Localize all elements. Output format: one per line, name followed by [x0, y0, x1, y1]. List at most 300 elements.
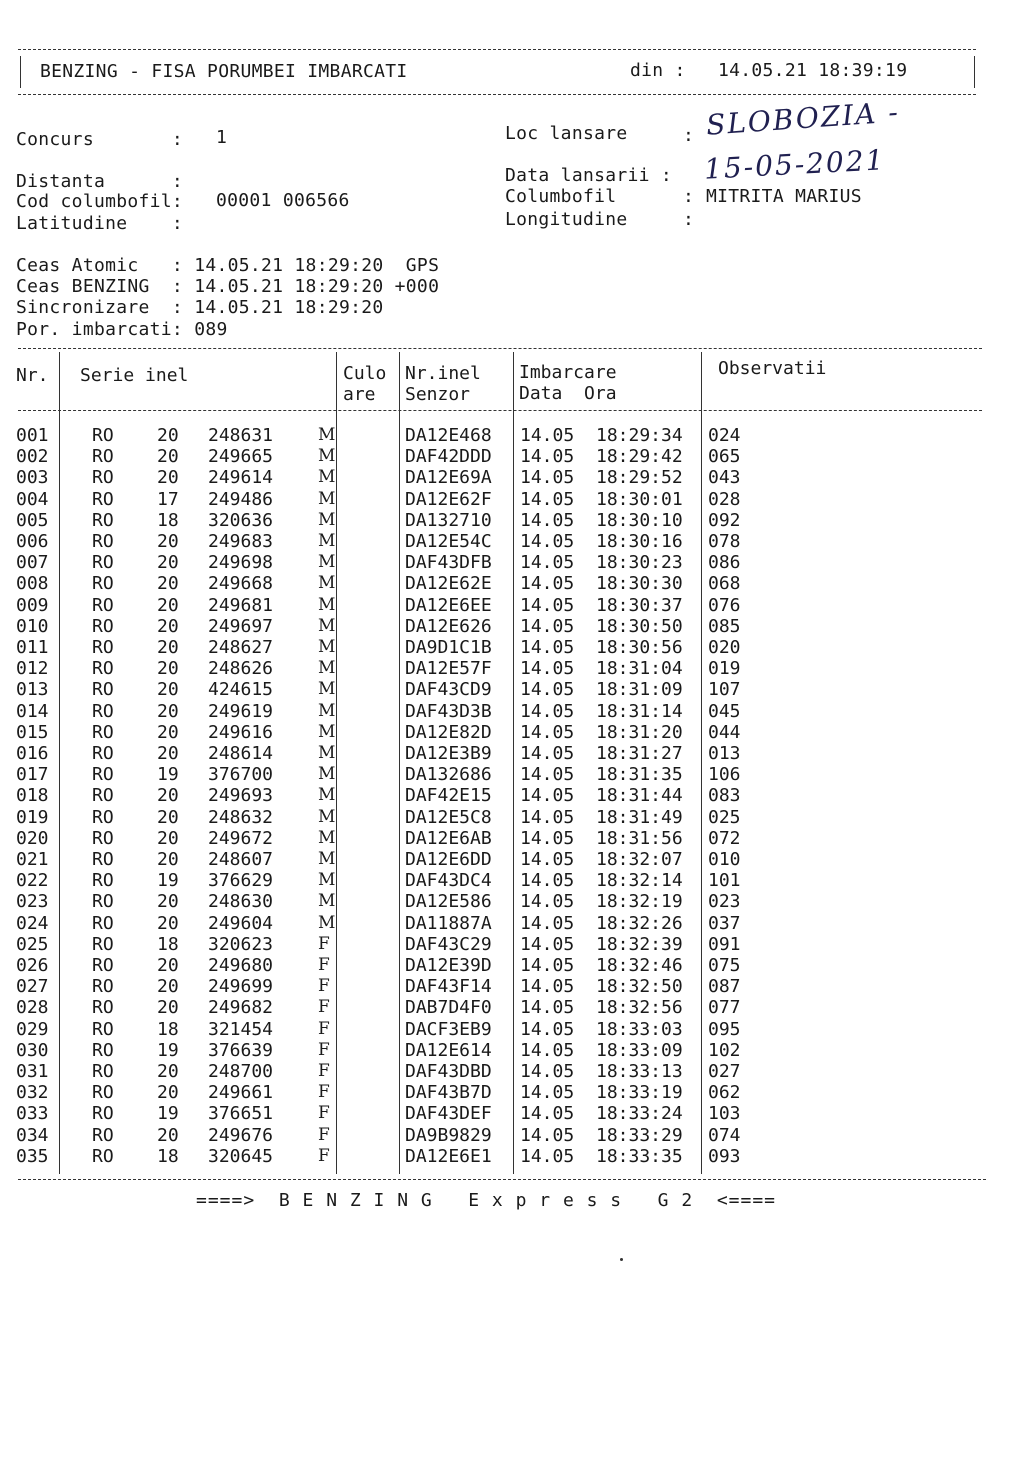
- observation-code: 078: [708, 531, 741, 552]
- observation-code: 027: [708, 1061, 741, 1082]
- row-number: 018: [16, 785, 49, 807]
- din-timestamp: 14.05.21 18:39:19: [718, 60, 908, 81]
- ring-country: RO: [92, 721, 114, 743]
- ring-year: 20: [157, 531, 179, 552]
- row-number: 016: [16, 743, 49, 764]
- row-number: 010: [16, 615, 49, 637]
- header-culoare-1: Culo: [343, 363, 387, 384]
- boarding-date: 14.05: [520, 446, 575, 468]
- boarding-date: 14.05: [520, 721, 575, 743]
- ring-country: RO: [92, 912, 114, 934]
- boarding-date: 14.05: [520, 467, 575, 489]
- ring-country: RO: [92, 488, 114, 510]
- columbofil-colon: :: [683, 186, 695, 207]
- observation-code: 093: [708, 1145, 741, 1167]
- observation-code: 019: [708, 658, 741, 680]
- sex-code: F: [318, 1145, 330, 1166]
- boarding-time: 18:32:26: [596, 912, 683, 934]
- sensor-ring-id: DA12E82D: [405, 721, 492, 743]
- distanta-label: Distanta :: [16, 171, 184, 192]
- sensor-ring-id: DA12E626: [405, 615, 492, 637]
- table-row: [0, 573, 1024, 594]
- sensor-ring-id: DA9B9829: [405, 1124, 492, 1146]
- observation-code: 062: [708, 1082, 741, 1104]
- ring-country: RO: [92, 976, 114, 998]
- table-row: [0, 446, 1024, 467]
- table-row: [0, 679, 1024, 700]
- table-row: [0, 1146, 1024, 1167]
- sex-code: F: [318, 1039, 330, 1060]
- table-row: [0, 1061, 1024, 1082]
- boarding-time: 18:29:34: [596, 425, 683, 446]
- ring-country: RO: [92, 997, 114, 1019]
- boarding-time: 18:30:01: [596, 488, 683, 510]
- ring-number: 249683: [208, 531, 274, 552]
- ring-year: 20: [157, 912, 179, 934]
- ring-country: RO: [92, 1082, 114, 1104]
- sex-code: F: [318, 1061, 330, 1081]
- row-number: 007: [16, 552, 49, 574]
- ring-year: 20: [157, 849, 179, 870]
- ring-country: RO: [92, 1039, 114, 1061]
- ring-number: 248607: [208, 849, 274, 870]
- boarding-date: 14.05: [520, 806, 575, 828]
- boarding-time: 18:32:46: [596, 955, 683, 976]
- ring-year: 18: [157, 1145, 179, 1167]
- table-row: [0, 467, 1024, 488]
- sensor-ring-id: DAB7D4F0: [405, 997, 492, 1019]
- boarding-date: 14.05: [520, 637, 575, 658]
- table-row: [0, 828, 1024, 849]
- ring-country: RO: [92, 594, 114, 616]
- ring-country: RO: [92, 870, 114, 892]
- sensor-ring-id: DA9D1C1B: [405, 637, 492, 658]
- observation-code: 077: [708, 997, 741, 1019]
- sensor-ring-id: DA12E6AB: [405, 827, 492, 849]
- boarding-date: 14.05: [520, 743, 575, 764]
- ring-country: RO: [92, 531, 114, 552]
- row-number: 019: [16, 806, 49, 828]
- boarding-time: 18:31:56: [596, 827, 683, 849]
- boarding-date: 14.05: [520, 912, 575, 934]
- ring-number: 249486: [208, 488, 274, 510]
- ring-country: RO: [92, 955, 114, 976]
- sex-code: M: [318, 764, 336, 785]
- ring-year: 20: [157, 976, 179, 998]
- sensor-ring-id: DAF43F14: [405, 976, 492, 998]
- boarding-date: 14.05: [520, 658, 575, 680]
- table-top-border: [18, 348, 982, 349]
- sex-code: M: [318, 615, 336, 636]
- data-lansarii-handwritten: 15-05-2021: [703, 143, 887, 186]
- boarding-time: 18:30:23: [596, 552, 683, 574]
- boarding-time: 18:30:16: [596, 531, 683, 552]
- observation-code: 106: [708, 764, 741, 786]
- ring-number: 249661: [208, 1082, 274, 1104]
- boarding-time: 18:31:14: [596, 700, 683, 722]
- boarding-time: 18:33:03: [596, 1018, 683, 1040]
- sex-code: M: [318, 446, 336, 467]
- table-row: [0, 722, 1024, 743]
- ring-number: 320623: [208, 933, 274, 955]
- ring-year: 18: [157, 509, 179, 531]
- ring-year: 20: [157, 827, 179, 849]
- table-row: [0, 743, 1024, 764]
- sensor-ring-id: DA12E54C: [405, 531, 492, 552]
- sensor-ring-id: DAF43DC4: [405, 870, 492, 892]
- ring-number: 249614: [208, 467, 274, 489]
- ring-number: 248627: [208, 637, 274, 658]
- sex-code: F: [318, 1124, 330, 1145]
- stray-dot: [620, 1258, 623, 1261]
- boarding-date: 14.05: [520, 1082, 575, 1104]
- table-row: [0, 1125, 1024, 1146]
- ring-number: 248630: [208, 891, 274, 913]
- ring-number: 424615: [208, 679, 274, 701]
- ring-year: 20: [157, 679, 179, 701]
- ring-country: RO: [92, 509, 114, 531]
- ring-number: 320636: [208, 509, 274, 531]
- sincronizare-line: Sincronizare : 14.05.21 18:29:20: [16, 297, 384, 318]
- row-number: 011: [16, 637, 49, 658]
- row-number: 031: [16, 1061, 49, 1082]
- table-row: [0, 425, 1024, 446]
- sensor-ring-id: DA12E6DD: [405, 849, 492, 870]
- row-number: 028: [16, 997, 49, 1019]
- sex-code: M: [318, 827, 336, 848]
- sex-code: F: [318, 976, 330, 997]
- ring-number: 376639: [208, 1039, 274, 1061]
- sensor-ring-id: DA12E5C8: [405, 806, 492, 828]
- ring-year: 20: [157, 594, 179, 616]
- table-row: [0, 510, 1024, 531]
- boarding-time: 18:32:19: [596, 891, 683, 913]
- table-row: [0, 701, 1024, 722]
- sex-code: M: [318, 637, 336, 657]
- ring-number: 249604: [208, 912, 274, 934]
- row-number: 022: [16, 870, 49, 892]
- sensor-ring-id: DAF42DDD: [405, 446, 492, 468]
- boarding-time: 18:33:24: [596, 1103, 683, 1125]
- observation-code: 086: [708, 552, 741, 574]
- longitudine-label: Longitudine: [505, 209, 628, 230]
- boarding-time: 18:31:09: [596, 679, 683, 701]
- ring-country: RO: [92, 615, 114, 637]
- header-imbarcare-2: Data Ora: [519, 383, 617, 404]
- sensor-ring-id: DAF43DFB: [405, 552, 492, 574]
- table-row: [0, 658, 1024, 679]
- row-number: 024: [16, 912, 49, 934]
- row-number: 003: [16, 467, 49, 489]
- row-number: 035: [16, 1145, 49, 1167]
- boarding-time: 18:29:42: [596, 446, 683, 468]
- ring-year: 20: [157, 997, 179, 1019]
- row-number: 006: [16, 531, 49, 552]
- cod-columbofil-label: Cod columbofil:: [16, 191, 184, 212]
- observation-code: 010: [708, 849, 741, 870]
- boarding-date: 14.05: [520, 1061, 575, 1082]
- ring-year: 20: [157, 637, 179, 658]
- table-row: [0, 1040, 1024, 1061]
- title-left-border: [20, 56, 21, 88]
- sex-code: M: [318, 912, 336, 933]
- observation-code: 101: [708, 870, 741, 892]
- observation-code: 102: [708, 1039, 741, 1061]
- observation-code: 074: [708, 1124, 741, 1146]
- ring-number: 249681: [208, 594, 274, 616]
- sex-code: M: [318, 721, 336, 742]
- ring-year: 20: [157, 955, 179, 976]
- concurs-label: Concurs :: [16, 129, 184, 150]
- loc-lansare-handwritten: SLOBOZIA -: [705, 95, 901, 142]
- ring-year: 20: [157, 467, 179, 489]
- observation-code: 107: [708, 679, 741, 701]
- header-nrinel-2: Senzor: [405, 384, 471, 405]
- table-row: [0, 616, 1024, 637]
- sensor-ring-id: DA12E468: [405, 425, 492, 446]
- ring-year: 20: [157, 700, 179, 722]
- ring-year: 19: [157, 870, 179, 892]
- ring-number: 248700: [208, 1061, 274, 1082]
- sex-code: M: [318, 679, 336, 700]
- table-row: [0, 1019, 1024, 1040]
- ring-country: RO: [92, 785, 114, 807]
- observation-code: 095: [708, 1018, 741, 1040]
- boarding-date: 14.05: [520, 552, 575, 574]
- sex-code: M: [318, 891, 336, 912]
- header-imbarcare-1: Imbarcare: [519, 362, 617, 383]
- boarding-time: 18:33:19: [596, 1082, 683, 1104]
- observation-code: 028: [708, 488, 741, 510]
- latitudine-label: Latitudine :: [16, 213, 184, 234]
- sex-code: F: [318, 997, 330, 1018]
- boarding-time: 18:30:10: [596, 509, 683, 531]
- porumbei-imbarcati-line: Por. imbarcati: 089: [16, 319, 228, 340]
- boarding-date: 14.05: [520, 933, 575, 955]
- table-row: [0, 849, 1024, 870]
- ring-country: RO: [92, 806, 114, 828]
- table-row: [0, 764, 1024, 785]
- ring-country: RO: [92, 658, 114, 680]
- concurs-value: 1: [216, 127, 228, 148]
- boarding-date: 14.05: [520, 976, 575, 998]
- table-row: [0, 934, 1024, 955]
- observation-code: 025: [708, 806, 741, 828]
- boarding-date: 14.05: [520, 1018, 575, 1040]
- title-right-border: [974, 56, 975, 88]
- sensor-ring-id: DAF43C29: [405, 933, 492, 955]
- table-row: [0, 637, 1024, 658]
- ring-country: RO: [92, 573, 114, 595]
- sensor-ring-id: DA12E39D: [405, 955, 492, 976]
- ring-year: 20: [157, 891, 179, 913]
- sensor-ring-id: DA11887A: [405, 912, 492, 934]
- sex-code: F: [318, 955, 330, 975]
- row-number: 025: [16, 933, 49, 955]
- row-number: 023: [16, 891, 49, 913]
- boarding-time: 18:30:56: [596, 637, 683, 658]
- ring-year: 20: [157, 552, 179, 574]
- row-number: 032: [16, 1082, 49, 1104]
- title-top-border: [18, 49, 976, 50]
- row-number: 009: [16, 594, 49, 616]
- sex-code: M: [318, 509, 336, 530]
- ring-number: 249619: [208, 700, 274, 722]
- sex-code: F: [318, 933, 330, 954]
- boarding-time: 18:33:29: [596, 1124, 683, 1146]
- observation-code: 103: [708, 1103, 741, 1125]
- observation-code: 044: [708, 721, 741, 743]
- boarding-date: 14.05: [520, 531, 575, 552]
- table-row: [0, 976, 1024, 997]
- ceas-atomic-line: Ceas Atomic : 14.05.21 18:29:20 GPS: [16, 255, 440, 276]
- row-number: 002: [16, 446, 49, 468]
- boarding-time: 18:32:50: [596, 976, 683, 998]
- boarding-date: 14.05: [520, 827, 575, 849]
- sensor-ring-id: DA12E69A: [405, 467, 492, 489]
- ring-number: 249665: [208, 446, 274, 468]
- ring-year: 20: [157, 658, 179, 680]
- boarding-date: 14.05: [520, 488, 575, 510]
- ring-number: 249676: [208, 1124, 274, 1146]
- ring-country: RO: [92, 425, 114, 446]
- ring-number: 249693: [208, 785, 274, 807]
- header-nrinel-1: Nr.inel: [405, 363, 481, 384]
- ring-year: 19: [157, 1103, 179, 1125]
- boarding-time: 18:31:44: [596, 785, 683, 807]
- table-row: [0, 785, 1024, 806]
- ring-number: 321454: [208, 1018, 274, 1040]
- ring-number: 376700: [208, 764, 274, 786]
- ring-country: RO: [92, 637, 114, 658]
- ring-number: 376651: [208, 1103, 274, 1125]
- boarding-date: 14.05: [520, 1039, 575, 1061]
- ring-country: RO: [92, 1145, 114, 1167]
- observation-code: 083: [708, 785, 741, 807]
- row-number: 017: [16, 764, 49, 786]
- sensor-ring-id: DAF43D3B: [405, 700, 492, 722]
- row-number: 033: [16, 1103, 49, 1125]
- boarding-time: 18:33:09: [596, 1039, 683, 1061]
- observation-code: 023: [708, 891, 741, 913]
- row-number: 005: [16, 509, 49, 531]
- sensor-ring-id: DA12E6E1: [405, 1145, 492, 1167]
- sex-code: M: [318, 552, 336, 573]
- boarding-date: 14.05: [520, 425, 575, 446]
- sex-code: M: [318, 785, 336, 806]
- boarding-time: 18:33:35: [596, 1145, 683, 1167]
- loc-lansare-colon: :: [683, 125, 695, 146]
- row-number: 014: [16, 700, 49, 722]
- ring-country: RO: [92, 849, 114, 870]
- table-header-bottom-border: [18, 410, 982, 411]
- boarding-time: 18:31:27: [596, 743, 683, 764]
- sex-code: M: [318, 467, 336, 488]
- columbofil-name: MITRITA MARIUS: [706, 186, 862, 207]
- observation-code: 045: [708, 700, 741, 722]
- observation-code: 024: [708, 425, 741, 446]
- sex-code: M: [318, 658, 336, 679]
- sensor-ring-id: DAF43DBD: [405, 1061, 492, 1082]
- boarding-time: 18:30:30: [596, 573, 683, 595]
- ring-number: 248626: [208, 658, 274, 680]
- sensor-ring-id: DA132710: [405, 509, 492, 531]
- observation-code: 037: [708, 912, 741, 934]
- ring-year: 20: [157, 446, 179, 468]
- row-number: 030: [16, 1039, 49, 1061]
- row-number: 034: [16, 1124, 49, 1146]
- row-number: 021: [16, 849, 49, 870]
- table-row: [0, 891, 1024, 912]
- table-row: [0, 595, 1024, 616]
- boarding-time: 18:29:52: [596, 467, 683, 489]
- table-row: [0, 552, 1024, 573]
- table-row: [0, 807, 1024, 828]
- table-row: [0, 997, 1024, 1018]
- boarding-date: 14.05: [520, 509, 575, 531]
- ring-country: RO: [92, 1061, 114, 1082]
- row-number: 013: [16, 679, 49, 701]
- boarding-time: 18:32:39: [596, 933, 683, 955]
- observation-code: 013: [708, 743, 741, 764]
- boarding-date: 14.05: [520, 764, 575, 786]
- sensor-ring-id: DA12E6EE: [405, 594, 492, 616]
- ring-country: RO: [92, 743, 114, 764]
- row-number: 001: [16, 425, 49, 446]
- row-number: 008: [16, 573, 49, 595]
- table-row: [0, 1103, 1024, 1124]
- ring-year: 18: [157, 1018, 179, 1040]
- ring-country: RO: [92, 891, 114, 913]
- ring-year: 20: [157, 573, 179, 595]
- sex-code: M: [318, 488, 336, 509]
- sensor-ring-id: DAF43CD9: [405, 679, 492, 701]
- sex-code: F: [318, 1018, 330, 1039]
- ring-year: 20: [157, 1061, 179, 1082]
- sex-code: M: [318, 743, 336, 763]
- ring-number: 376629: [208, 870, 274, 892]
- boarding-time: 18:31:49: [596, 806, 683, 828]
- table-row: [0, 1082, 1024, 1103]
- sensor-ring-id: DA12E586: [405, 891, 492, 913]
- observation-code: 072: [708, 827, 741, 849]
- boarding-date: 14.05: [520, 679, 575, 701]
- sensor-ring-id: DA12E57F: [405, 658, 492, 680]
- boarding-date: 14.05: [520, 785, 575, 807]
- table-row: [0, 489, 1024, 510]
- sensor-ring-id: DAF43B7D: [405, 1082, 492, 1104]
- ring-year: 20: [157, 806, 179, 828]
- ring-number: 248614: [208, 743, 274, 764]
- boarding-time: 18:31:20: [596, 721, 683, 743]
- ring-year: 20: [157, 785, 179, 807]
- row-number: 004: [16, 488, 49, 510]
- ring-number: 249680: [208, 955, 274, 976]
- ring-country: RO: [92, 700, 114, 722]
- boarding-date: 14.05: [520, 573, 575, 595]
- sex-code: M: [318, 573, 336, 594]
- observation-code: 087: [708, 976, 741, 998]
- ring-year: 18: [157, 933, 179, 955]
- ring-number: 248632: [208, 806, 274, 828]
- boarding-time: 18:30:50: [596, 615, 683, 637]
- sensor-ring-id: DACF3EB9: [405, 1018, 492, 1040]
- columbofil-label: Columbofil: [505, 186, 617, 207]
- ring-year: 19: [157, 764, 179, 786]
- table-row: [0, 955, 1024, 976]
- sex-code: M: [318, 594, 336, 615]
- sensor-ring-id: DA132686: [405, 764, 492, 786]
